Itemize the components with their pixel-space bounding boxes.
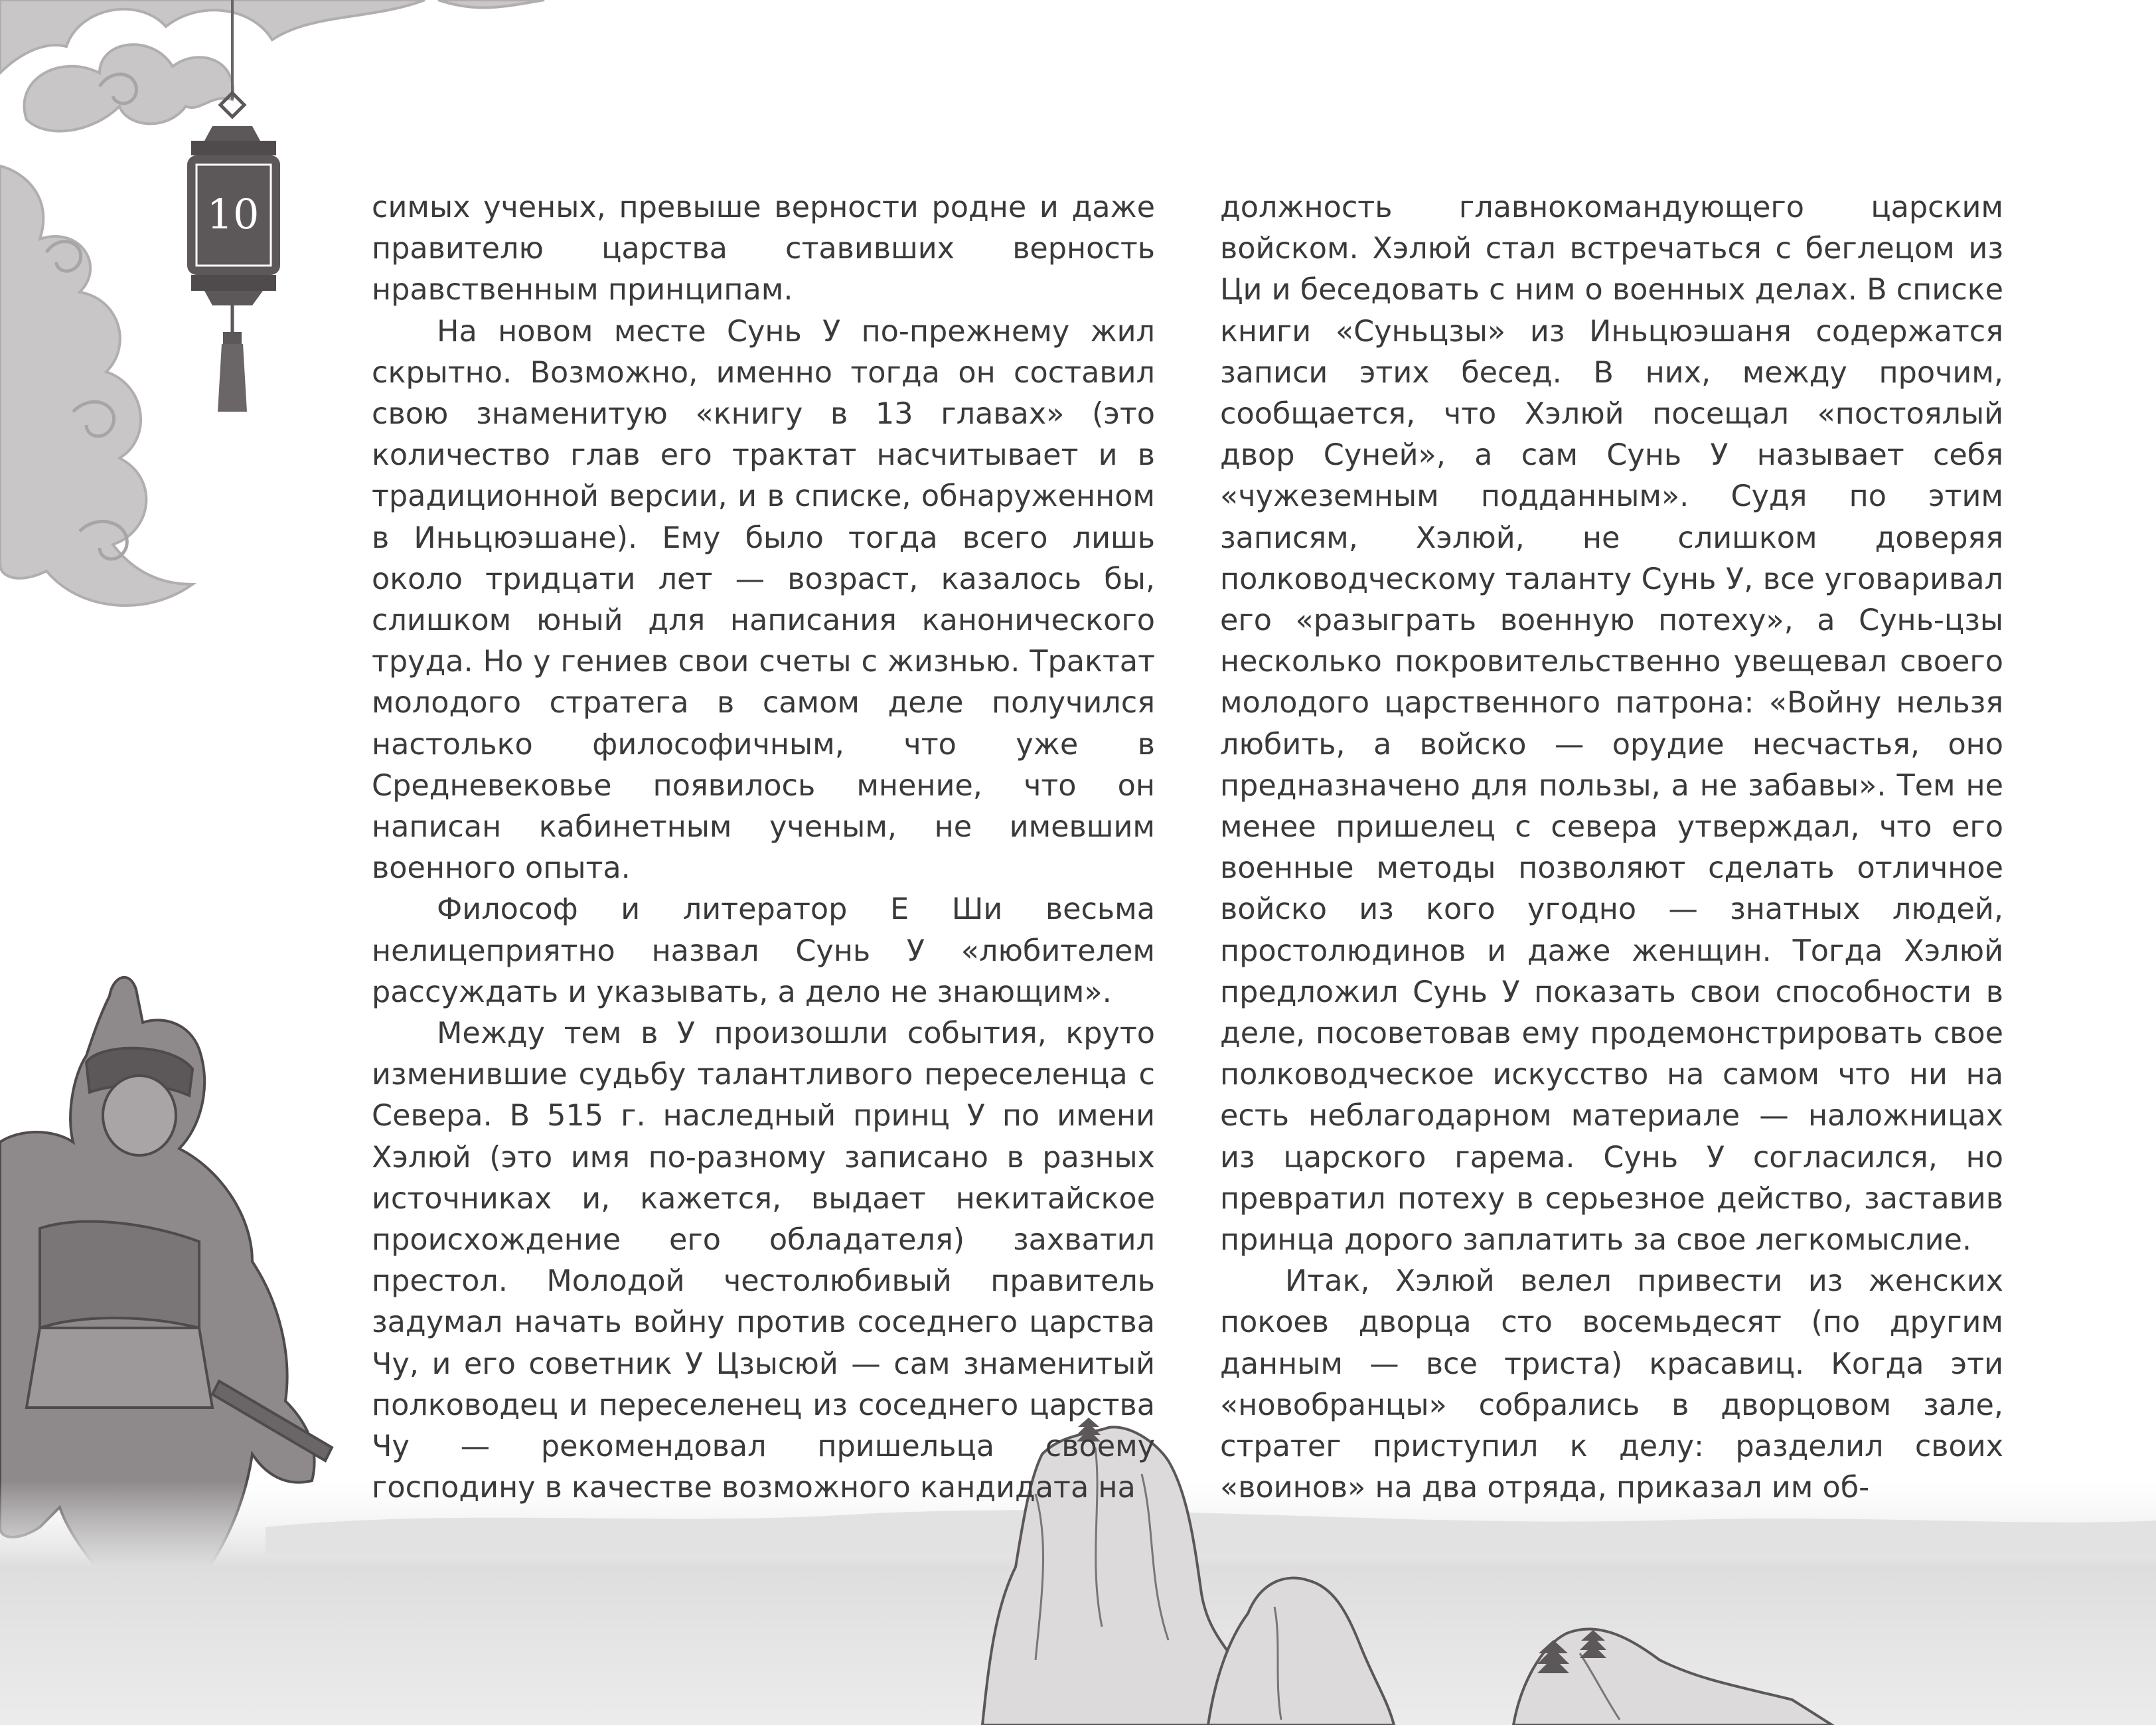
text-column-right — [1220, 187, 2003, 1509]
text-column-left — [372, 187, 1155, 1509]
paragraph: На новом месте Сунь У по-прежнему жил скрытно. Возможно, именно тогда он составил свою знаменитую «книгу в 13 главах» (это количество глав его трактат насчитывает и в традиционной версии, и в списке, обнаруженном в Иньцюэшане). Ему было тогда всего лишь около тридцати лет — возраст, казалось бы, слишком юный для написания канонического труда. Но у гениев свои счеты с жизнью. Трактат молодого стратега в самом деле получился настолько философичным, что уже в Средневековье появилось мнение, что он написан кабинетным ученым, не имевшим военного опыта. — [372, 314, 1155, 886]
paragraph: Итак, Хэлюй велел привести из женских покоев дворца сто восемьдесят (по другим данным — все триста) красавиц. Когда эти «новобранцы» собрались в дворцовом зале, стратег приступил к делу: разделил своих «воинов» на два отряда, приказал им об- — [1220, 1264, 2003, 1505]
paragraph: Философ и литератор Е Ши весьма нелицеприятно назвал Сунь У «любителем рассуждать и указывать, а дело не знающим». — [372, 892, 1155, 1009]
page-number: 10 — [206, 190, 260, 238]
paragraph: симых ученых, превыше верности родне и даже правителю царства ставивших верность нравственным принципам. — [372, 191, 1155, 307]
paragraph: Между тем в У произошли события, круто изменившие судьбу талантливого переселенца с Севера. В 515 г. наследный принц У по имени Хэлюй (это имя по-разному записано в разных источниках и, кажется, выдает некитайское происхождение его обладателя) захватил престол. Молодой честолюбивый правитель задумал начать войну против соседнего царства Чу, и его советник У Цзысюй — сам знаменитый полководец и переселенец из соседнего царства Чу — рекомендовал пришельца своему господину в качестве возможного кандидата на — [372, 1017, 1155, 1505]
paragraph: должность главнокомандующего царским войском. Хэлюй стал встречаться с беглецом из Ци и беседовать с ним о военных делах. В списке книги «Суньцзы» из Иньцюэшаня содержатся записи этих бесед. В них, между прочим, сообщается, что Хэлюй посещал «постоялый двор Суней», а сам Сунь У называет себя «чужеземным подданным». Судя по этим записям, Хэлюй, не слишком доверяя полководческому таланту Сунь У, все уговаривал его «разыграть военную потеху», а Сунь-цзы несколько покровительственно увещевал своего молодого царственного патрона: «Войну нельзя любить, а войско — орудие несчастья, оно предназначено для пользы, а не забавы». Тем не менее пришелец с севера утверждал, что его военные методы позволяют сделать отличное войско из кого угодно — знатных людей, простолюдинов и даже женщин. Тогда Хэлюй предложил Сунь У показать свои способности в деле, посоветовав ему продемонстрировать свое полководческое искусство на самом что ни на есть неблагодарном материале — наложницах из царского гарема. Сунь У согласился, но превратил потеху в серьезное действо, заставив принца дорого заплатить за свое легкомыслие. — [1220, 191, 2003, 1258]
